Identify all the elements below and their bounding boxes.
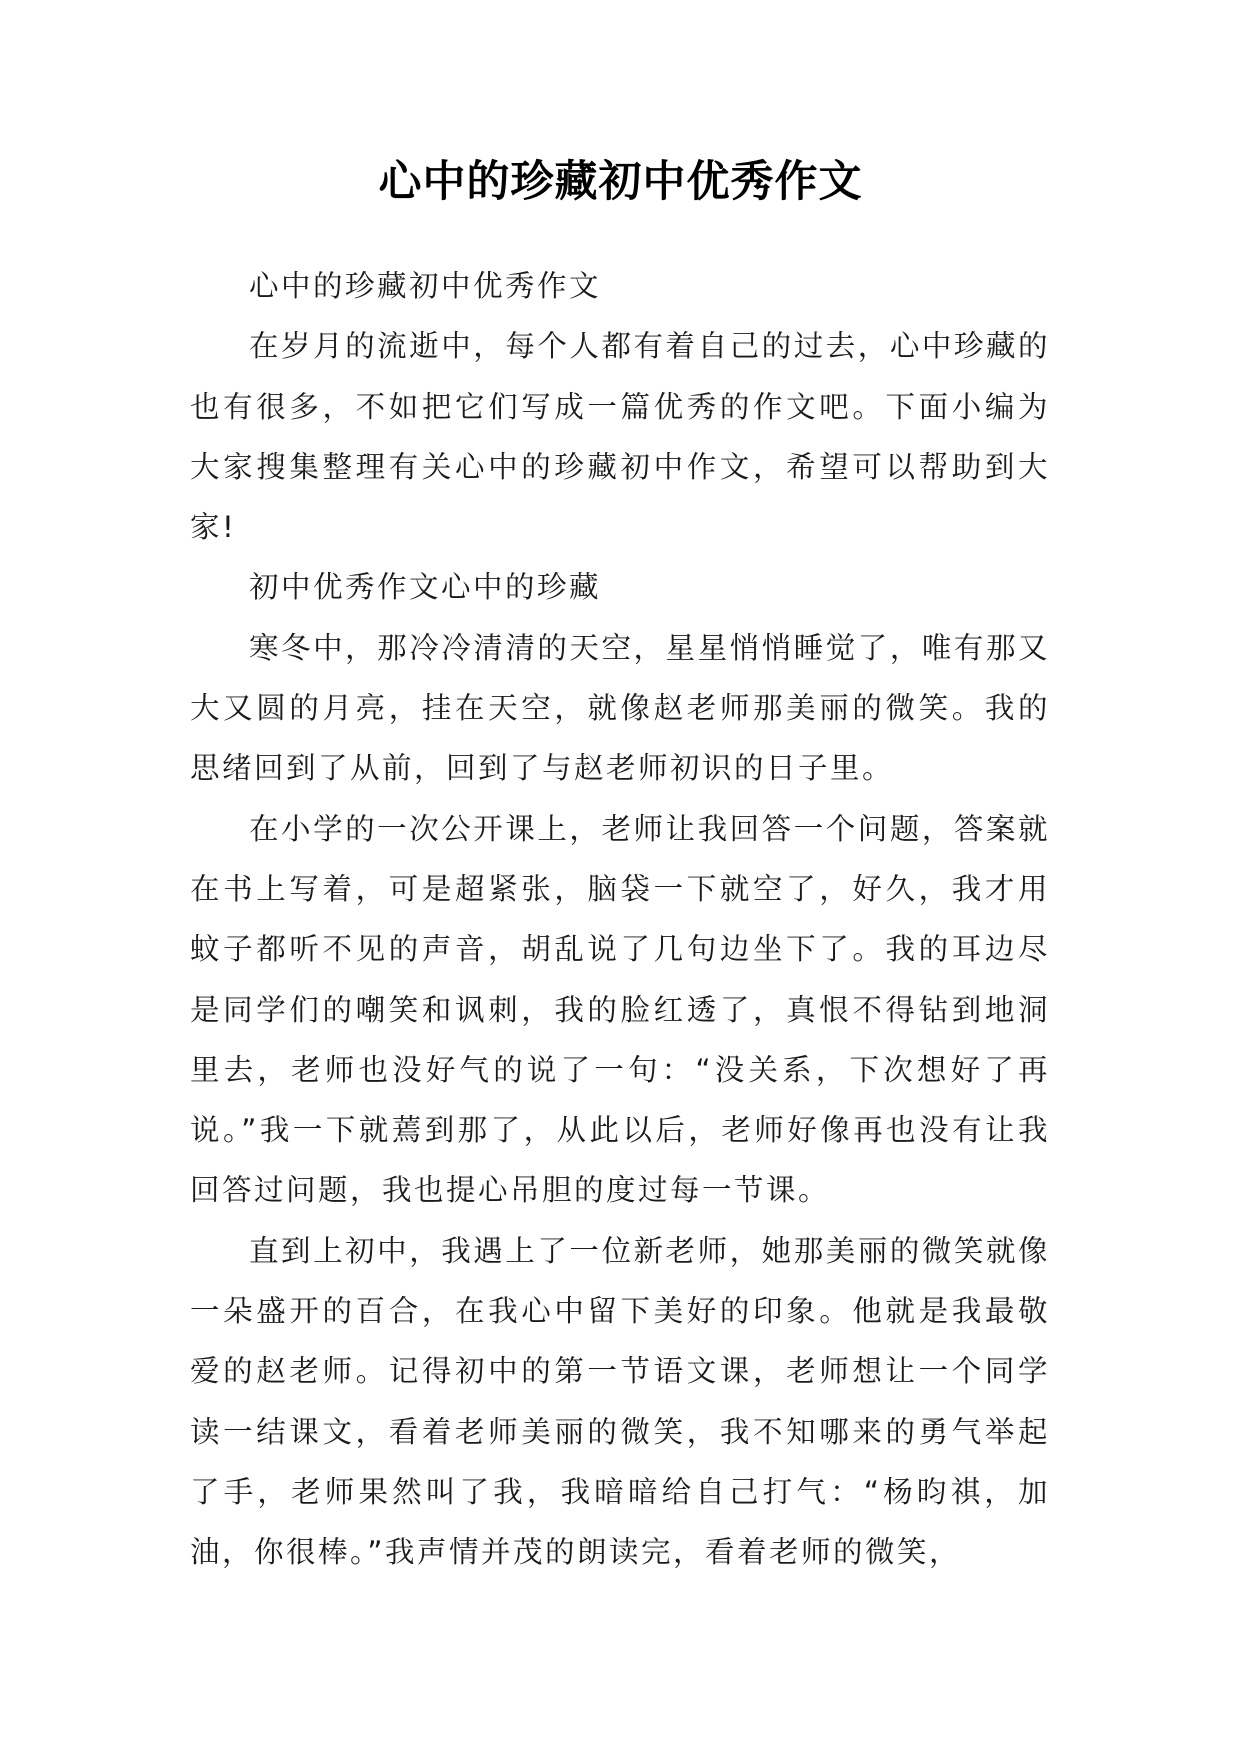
- paragraph: 初中优秀作文心中的珍藏: [249, 570, 602, 605]
- paragraph: 在岁月的流逝中，每个人都有着自己的过去，心中珍藏的也有很多，不如把它们写成一篇优秀的作文吧。下面小编为大家搜集整理有关心中的珍藏初中作文，希望可以帮助到大家!: [190, 329, 1050, 545]
- paragraph: 寒冬中，那冷冷清清的天空，星星悄悄睡觉了，唯有那又大又圆的月亮，挂在天空，就像赵老师那美丽的微笑。我的思绪回到了从前，回到了与赵老师初识的日子里。: [190, 630, 1050, 786]
- paragraph: 心中的珍藏初中优秀作文: [249, 269, 602, 303]
- document-title: 心中的珍藏初中优秀作文: [378, 157, 863, 207]
- document-body: [190, 256, 1050, 1583]
- paragraph: 在小学的一次公开课上，老师让我回答一个问题，答案就在书上写着，可是超紧张，脑袋一下就空了，好久，我才用蚊子都听不见的声音，胡乱说了几句边坐下了。我的耳边尽是同学们的嘲笑和讽刺，我的脸红透了，真恨不得钻到地洞里去，老师也没好气的说了一句：“没关系，下次想好了再说。”我一下就蔫到那了，从此以后，老师好像再也没有让我回答过问题，我也提心吊胆的度过每一节课。: [190, 811, 1050, 1208]
- paragraph: 直到上初中，我遇上了一位新老师，她那美丽的微笑就像一朵盛开的百合，在我心中留下美好的印象。他就是我最敬爱的赵老师。记得初中的第一节语文课，老师想让一个同学读一结课文，看着老师美丽的微笑，我不知哪来的勇气举起了手，老师果然叫了我，我暗暗给自己打气：“杨昀祺，加油，你很棒。”我声情并茂的朗读完，看着老师的微笑，: [190, 1233, 1050, 1570]
